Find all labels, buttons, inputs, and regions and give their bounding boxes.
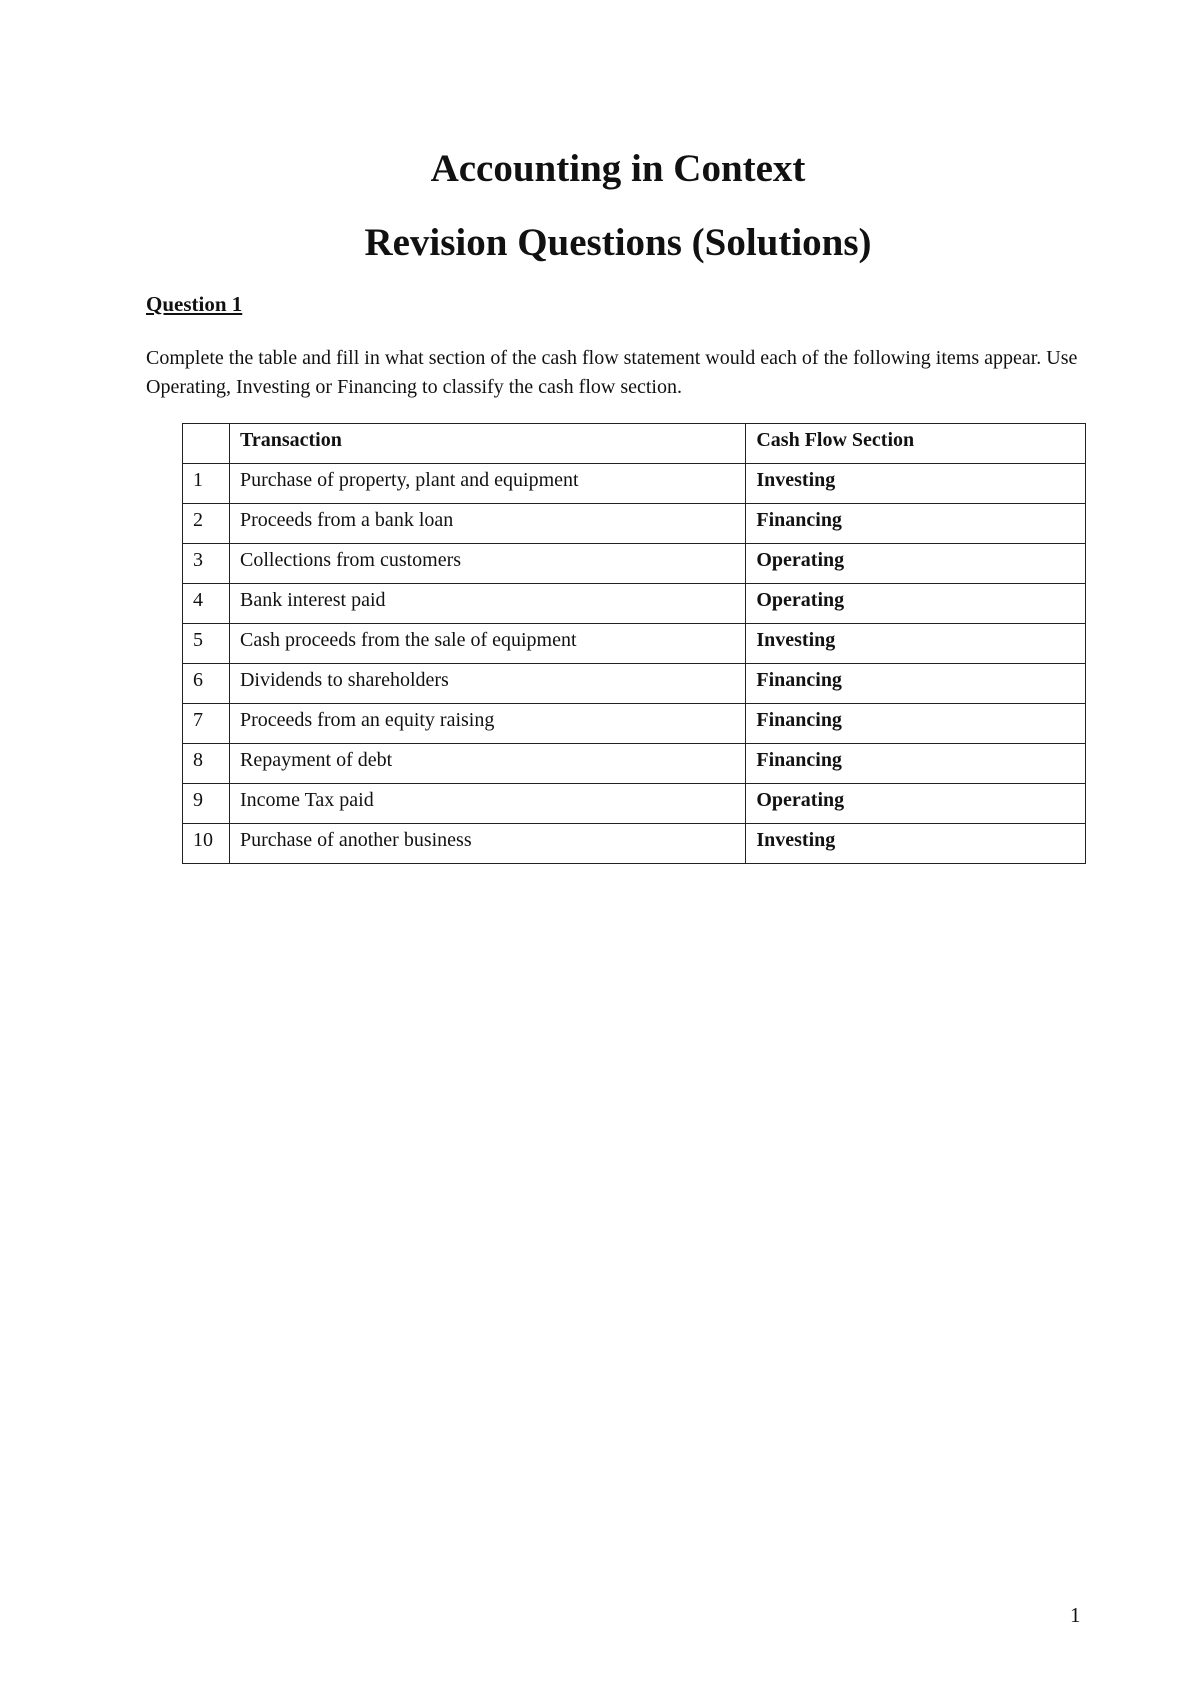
table-row [183, 784, 1086, 824]
row-transaction: Proceeds from an equity raising [229, 704, 745, 744]
document-title: Accounting in Context [430, 147, 806, 190]
row-number: 6 [183, 664, 230, 704]
row-section: Financing [746, 504, 1086, 544]
table-row [183, 824, 1086, 864]
row-transaction: Cash proceeds from the sale of equipment [229, 624, 745, 664]
header-cash-flow-section: Cash Flow Section [746, 424, 1086, 464]
row-transaction: Purchase of property, plant and equipment [229, 464, 745, 504]
row-section: Financing [746, 704, 1086, 744]
table-row [183, 464, 1086, 504]
row-number: 2 [183, 504, 230, 544]
row-number: 7 [183, 704, 230, 744]
header-transaction: Transaction [229, 424, 745, 464]
row-section: Financing [746, 664, 1086, 704]
row-section: Investing [746, 464, 1086, 504]
row-number: 5 [183, 624, 230, 664]
row-number: 8 [183, 744, 230, 784]
row-section: Investing [746, 624, 1086, 664]
row-section: Operating [746, 544, 1086, 584]
row-transaction: Proceeds from a bank loan [229, 504, 745, 544]
row-number: 3 [183, 544, 230, 584]
row-transaction: Bank interest paid [229, 584, 745, 624]
row-section: Operating [746, 584, 1086, 624]
document-subtitle: Revision Questions (Solutions) [364, 221, 872, 264]
row-number: 1 [183, 464, 230, 504]
table-row [183, 664, 1086, 704]
table-row [183, 704, 1086, 744]
table-row [183, 544, 1086, 584]
table-row [183, 624, 1086, 664]
cash-flow-table [182, 423, 1086, 864]
row-number: 10 [183, 824, 230, 864]
row-number: 4 [183, 584, 230, 624]
row-section: Operating [746, 784, 1086, 824]
table-row [183, 744, 1086, 784]
row-section: Investing [746, 824, 1086, 864]
row-transaction: Repayment of debt [229, 744, 745, 784]
row-transaction: Purchase of another business [229, 824, 745, 864]
table-row [183, 584, 1086, 624]
header-number [183, 424, 230, 464]
row-transaction: Dividends to shareholders [229, 664, 745, 704]
row-transaction: Collections from customers [229, 544, 745, 584]
table-row [183, 504, 1086, 544]
page-number: 1 [1070, 1603, 1081, 1627]
row-transaction: Income Tax paid [229, 784, 745, 824]
question-heading: Question 1 [146, 292, 243, 316]
row-number: 9 [183, 784, 230, 824]
table-header-row [183, 424, 1086, 464]
row-section: Financing [746, 744, 1086, 784]
question-instructions: Complete the table and fill in what section of the cash flow statement would each of the following items appear. Use Operating, Investing or Financing to classify the cash flow section. [146, 347, 1078, 398]
